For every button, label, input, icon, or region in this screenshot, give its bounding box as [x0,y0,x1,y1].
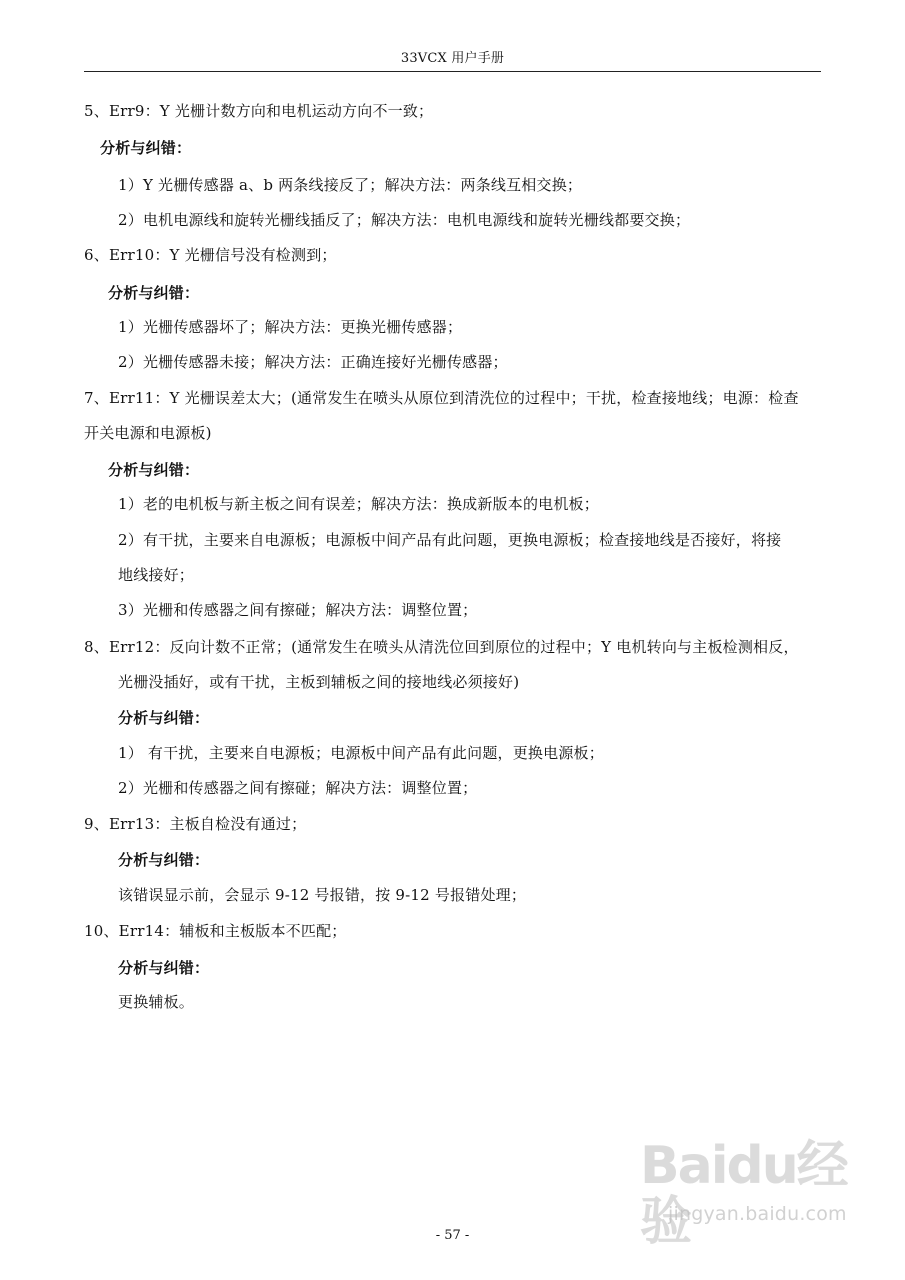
item8-title-line-1: 8、Err12：反向计数不正常；(通常发生在喷头从清洗位回到原位的过程中；Y 电机转向与主板检测相反， [84,638,799,656]
item5-point-1: 1）Y 光栅传感器 a、b 两条线接反了；解决方法：两条线互相交换； [118,176,583,194]
item10-point-1: 更换辅板。 [118,993,195,1011]
item9-title: 9、Err13：主板自检没有通过； [84,815,307,833]
item8-point-2: 2）光栅和传感器之间有擦碰；解决方法：调整位置； [118,779,478,797]
item5-point-2: 2）电机电源线和旋转光栅线插反了；解决方法：电机电源线和旋转光栅线都要交换； [118,211,691,229]
item7-title-line-2: 开关电源和电源板) [84,424,212,442]
item6-point-1: 1）光栅传感器坏了；解决方法：更换光栅传感器； [118,318,463,336]
watermark-logo-text: Baidu经验 [640,1136,847,1252]
item5-analysis-heading: 分析与纠错： [100,139,192,157]
item8-point-1: 1） 有干扰，主要来自电源板；电源板中间产品有此问题，更换电源板； [118,744,604,762]
page-number: - 57 - [435,1228,470,1243]
item7-analysis-heading: 分析与纠错： [108,461,200,479]
item7-title-line-1: 7、Err11：Y 光栅误差太大；(通常发生在喷头从原位到清洗位的过程中；干扰，检查接地线；电源：检查 [84,389,799,407]
item8-title-line-2: 光栅没插好，或有干扰，主板到辅板之间的接地线必须接好) [118,673,520,691]
item6-analysis-heading: 分析与纠错： [108,284,200,302]
item7-point-1: 1）老的电机板与新主板之间有误差；解决方法：换成新版本的电机板； [118,495,599,513]
item7-point-2-line-1: 2）有干扰，主要来自电源板；电源板中间产品有此问题，更换电源板；检查接地线是否接好，将接 [118,531,782,549]
item7-point-3: 3）光栅和传感器之间有擦碰；解决方法：调整位置； [118,601,478,619]
header-title: 33VCX 用户手册 [400,51,505,66]
item7-point-2-line-2: 地线接好； [118,566,195,584]
item10-title: 10、Err14：辅板和主板版本不匹配； [84,922,347,940]
item5-title: 5、Err9：Y 光栅计数方向和电机运动方向不一致； [84,102,434,120]
watermark-url: jingyan.baidu.com [668,1203,847,1225]
item9-point-1: 该错误显示前，会显示 9-12 号报错，按 9-12 号报错处理； [118,886,527,904]
item6-title: 6、Err10：Y 光栅信号没有检测到； [84,246,337,264]
item10-analysis-heading: 分析与纠错： [118,959,210,977]
baidu-watermark [640,1120,860,1252]
item6-point-2: 2）光栅传感器未接；解决方法：正确连接好光栅传感器； [118,353,508,371]
page-header [84,46,821,72]
item9-analysis-heading: 分析与纠错： [118,851,210,869]
item8-analysis-heading: 分析与纠错： [118,709,210,727]
